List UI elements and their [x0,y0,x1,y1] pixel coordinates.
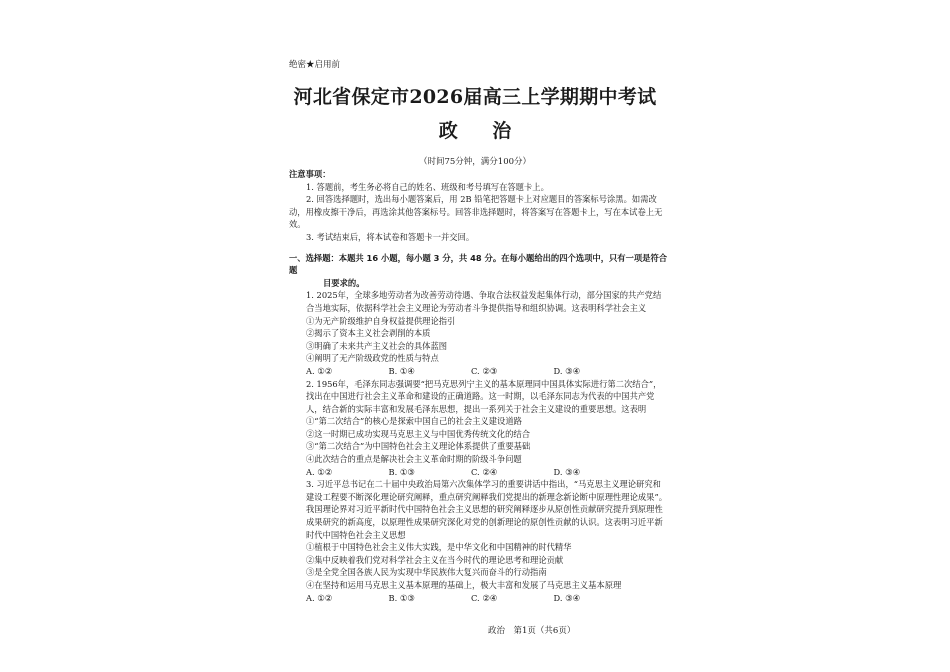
notice-title: 注意事项： [289,169,331,179]
question-1 [289,289,669,377]
choice-c: C. ②④ [471,592,498,603]
question-stem: 1. 2025年，全球多地劳动者为改善劳动待遇、争取合法权益发起集体行动，部分国家的共产党结合当地实际，依据科学社会主义理论为劳动者斗争提供指导和组织协调。这表明科学社会主义 [306,290,662,313]
question-stem: 3. 习近平总书记在二十届中央政治局第六次集体学习的重要讲话中指出，“马克思主义理论研究和建设工程要不断深化理论研究阐释，重点研究阐释我们党提出的新理念新论断中原理性理论成果”。我国理论界对习近平新时代中国特色社会主义思想的研究阐释逐步从原创性贡献研究提升到原理性成果研究的新高度，以原理性成果研究深化对党的创新理论的原创性贡献的认识。这表明习近平新时代中国特色社会主义思想 [306,479,668,540]
choice-a: A. ①② [306,466,333,477]
confidential-label: 绝密★启用前 [289,60,341,70]
statement: ③明确了未来共产主义社会的具体蓝图 [306,340,448,351]
question-2 [289,378,669,479]
choice-d: D. ③④ [553,365,581,376]
statement: ④阐明了无产阶级政党的性质与特点 [306,353,439,364]
statement: ②这一时期已成功实现马克思主义与中国优秀传统文化的结合 [306,428,531,439]
choice-a: A. ①② [306,592,333,603]
answer-choices [306,466,636,479]
section-title-line: 目要求的。 [323,277,365,288]
statement: ①为无产阶级维护自身权益提供理论指引 [306,315,456,326]
statement: ①“第二次结合”的核心是探索中国自己的社会主义建设道路 [306,416,522,427]
choice-d: D. ③④ [553,466,581,477]
subject-title: 政 治 [438,120,526,142]
statement: ②集中反映着我们党对科学社会主义在当今时代的理论思考和理论贡献 [306,554,564,565]
statement: ④此次结合的重点是解决社会主义革命时期的阶级斗争问题 [306,454,522,465]
section-title-line: 一、选择题：本题共 16 小题，每小题 3 分，共 48 分。在每小题给出的四个选项中，只有一项是符合题 [289,252,668,276]
notice-item: 1. 答题前，考生务必将自己的姓名、班级和考号填写在答题卡上。 [306,181,549,192]
question-stem: 2. 1956年，毛泽东同志强调要“把马克思列宁主义的基本原理同中国具体实际进行第二次结合”，找出在中国进行社会主义革命和建设的正确道路。这一时期，以毛泽东同志为代表的中国共产党人，结合新的实际丰富和发展毛泽东思想，提出一系列关于社会主义建设的重要思想。这表明 [306,378,662,414]
exam-title: 河北省保定市2026届高三上学期期中考试 [293,86,657,108]
choice-c: C. ②④ [471,466,498,477]
statement: ②揭示了资本主义社会剥削的本质 [306,328,431,339]
answer-choices [306,365,636,378]
section-title [289,252,669,290]
choice-c: C. ②③ [471,365,498,376]
notice-item: 3. 考试结束后，将本试卷和答题卡一并交回。 [306,231,475,242]
exam-body [289,168,669,604]
statement: ④在坚持和运用马克思主义基本原理的基础上，极大丰富和发展了马克思主义基本原理 [306,580,622,590]
time-note: （时间75分钟，满分100分） [418,157,532,167]
statement: ①植根于中国特色社会主义伟大实践，是中华文化和中国精神的时代精华 [306,542,572,553]
choice-b: B. ①④ [388,365,415,376]
choice-d: D. ③④ [553,592,581,603]
statement: ③是全党全国各族人民为实现中华民族伟大复兴而奋斗的行动指南 [306,567,547,578]
choice-b: B. ①③ [388,466,415,477]
question-3 [289,478,669,604]
notice-item: 2. 回答选择题时，选出每小题答案后，用 2B 铅笔把答题卡上对应题目的答案标号涂黑。如需改动，用橡皮擦干净后，再选涂其他答案标号。回答非选择题时，将答案写在答题卡上，写在本试卷上无效。 [289,194,663,230]
answer-choices [306,592,636,605]
choice-a: A. ①② [306,365,333,376]
page-footer: 政治 第1页（共6页） [488,626,576,636]
statement: ③“第二次结合”为中国特色社会主义理论体系提供了重要基础 [306,441,531,452]
choice-b: B. ①③ [388,592,415,603]
